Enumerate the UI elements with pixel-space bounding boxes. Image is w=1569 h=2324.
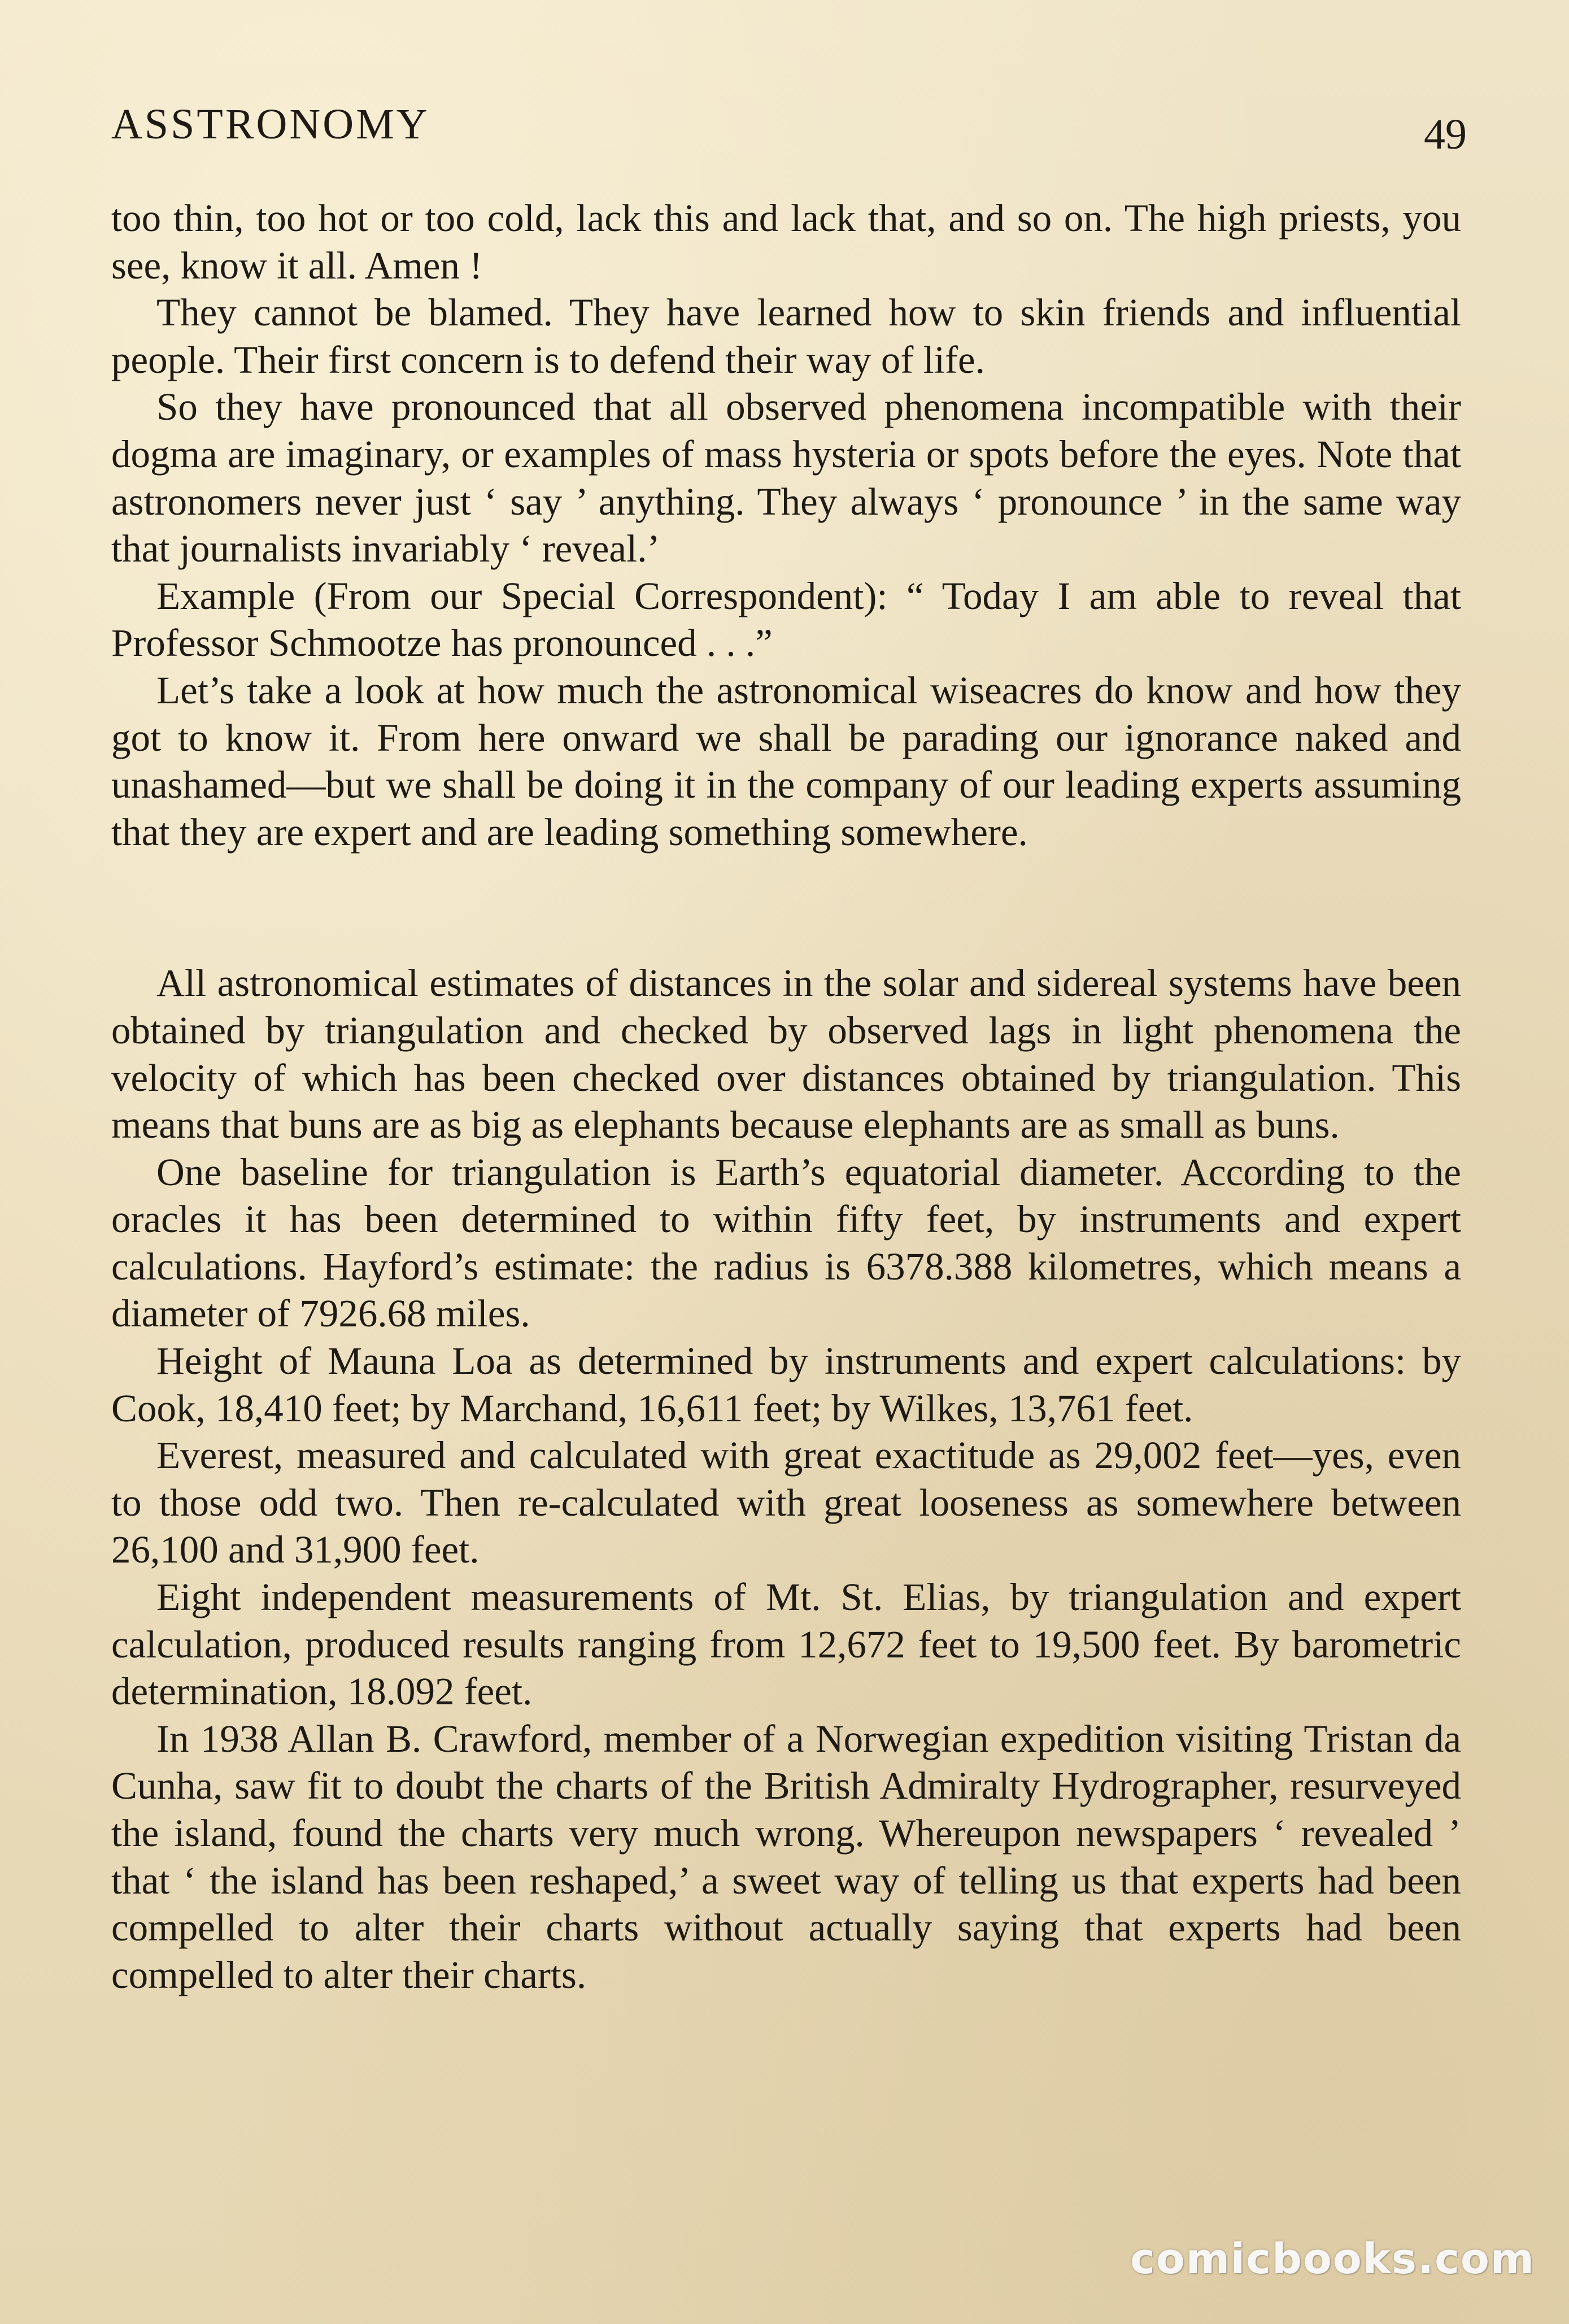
paragraph: They cannot be blamed. They have learned how to skin friends and influential people. Their first concern is to defend their way of life.	[111, 291, 1461, 381]
page-header	[111, 96, 1467, 158]
paragraph: Height of Mauna Loa as determined by instruments and expert calculations: by Cook, 18,410 feet; by Marchand, 16,611 feet; by Wilkes, 13,761 feet.	[111, 1339, 1461, 1430]
watermark: comicbooks.com	[1130, 2235, 1535, 2283]
paragraph: Eight independent measurements of Mt. St. Elias, by triangulation and expert calculation, produced results ranging from 12,672 feet to 19,500 feet. By barometric determination, 18.092 feet.	[111, 1576, 1461, 1713]
paragraph: Let’s take a look at how much the astronomical wiseacres do know and how they got to know it. From here onward we shall be parading our ignorance naked and unashamed—but we shall be doing it in the company of our leading experts assuming that they are expert and are leading something somewhere.	[111, 668, 1461, 854]
body-text	[111, 195, 1461, 1999]
paragraph: In 1938 Allan B. Crawford, member of a Norwegian expedition visiting Tristan da Cunha, saw fit to doubt the charts of the British Admiralty Hydrographer, resurveyed the island, found the charts very much wrong. Whereupon newspapers ‘ revealed ’ that ‘ the island has been reshaped,’ a sweet way of telling us that experts had been compelled to alter their charts without actually saying that experts had been compelled to alter their charts.	[111, 1717, 1461, 1996]
paragraph: Example (From our Special Correspondent): “ Today I am able to reveal that Professor Schmootze has pronounced . . .”	[111, 574, 1461, 665]
running-head: ASSTRONOMY	[111, 101, 430, 148]
page-number: 49	[1424, 111, 1467, 158]
paragraph: So they have pronounced that all observed phenomena incompatible with their dogma are imaginary, or examples of mass hysteria or spots before the eyes. Note that astronomers never just ‘ say ’ anything. They always ‘ pronounce ’ in the same way that journalists invariably ‘ reveal.’	[111, 385, 1461, 571]
section-break	[111, 856, 1461, 960]
paragraph: All astronomical estimates of distances in the solar and sidereal systems have been obtained by triangulation and checked by observed lags in light phenomena the velocity of which has been checked over distances obtained by triangulation. This means that buns are as big as elephants because elephants are as small as buns.	[111, 961, 1461, 1147]
paragraph-continuation: too thin, too hot or too cold, lack this and lack that, and so on. The high priests, you see, know it all. Amen !	[111, 197, 1461, 287]
paragraph: One baseline for triangulation is Earth’s equatorial diameter. According to the oracles it has been determined to within fifty feet, by instruments and expert calculations. Hayford’s estimate: the radius is 6378.388 kilometres, which means a diameter of 7926.68 miles.	[111, 1150, 1461, 1335]
paragraph: Everest, measured and calculated with great exactitude as 29,002 feet—yes, even to those odd two. Then re-calculated with great looseness as somewhere between 26,100 and 31,900 feet.	[111, 1434, 1461, 1572]
